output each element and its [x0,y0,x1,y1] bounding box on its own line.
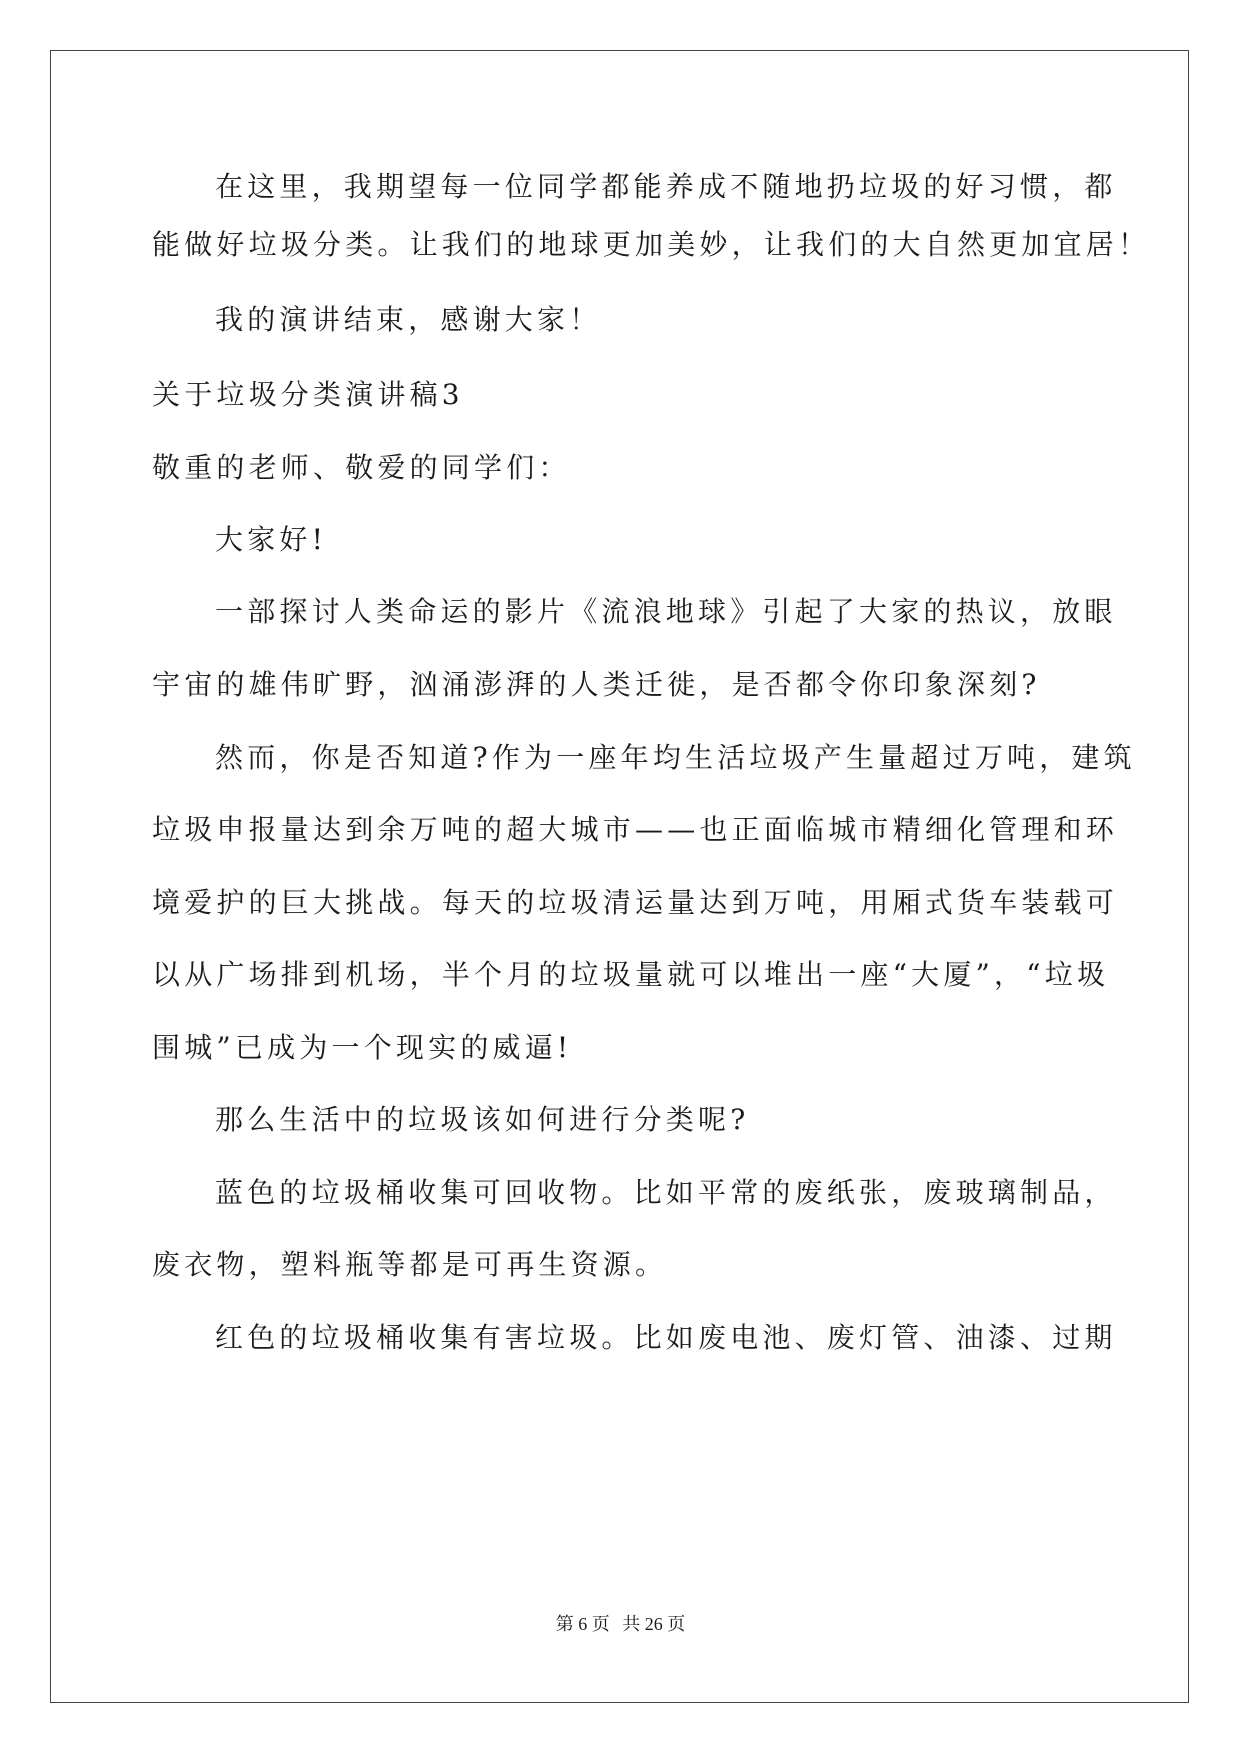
text-line: 蓝色的垃圾桶收集可回收物。比如平常的废纸张，废玻璃制品， [215,1176,1117,1209]
section-heading: 关于垃圾分类演讲稿3 [152,378,464,411]
greeting: 大家好! [215,523,328,556]
text-line: 废衣物，塑料瓶等都是可再生资源。 [152,1248,668,1281]
salutation: 敬重的老师、敬爱的同学们： [152,451,571,484]
page-border [50,50,1189,1703]
text-line: 然而，你是否知道?作为一座年均生活垃圾产生量超过万吨，建筑 [215,741,1136,774]
text-line: 那么生活中的垃圾该如何进行分类呢? [215,1103,750,1136]
text-line: 境爱护的巨大挑战。每天的垃圾清运量达到万吨，用厢式货车装载可 [152,886,1119,919]
text-line: 在这里，我期望每一位同学都能养成不随地扔垃圾的好习惯，都 [215,170,1117,203]
text-line: 一部探讨人类命运的影片《流浪地球》引起了大家的热议，放眼 [215,595,1117,628]
text-line: 围城”已成为一个现实的威逼! [152,1031,573,1064]
text-line: 我的演讲结束，感谢大家！ [215,303,602,336]
text-line: 以从广场排到机场，半个月的垃圾量就可以堆出一座“大厦”，“垃圾 [152,958,1110,991]
text-line: 能做好垃圾分类。让我们的地球更加美妙，让我们的大自然更加宜居！ [152,228,1151,261]
page-number: 第 6 页 [555,1614,610,1634]
text-line: 宇宙的雄伟旷野，汹涌澎湃的人类迁徙，是否都令你印象深刻? [152,668,1041,701]
text-line: 垃圾申报量达到余万吨的超大城市——也正面临城市精细化管理和环 [152,813,1119,846]
page-footer [0,1612,1241,1636]
text-line: 红色的垃圾桶收集有害垃圾。比如废电池、废灯管、油漆、过期 [215,1321,1117,1354]
total-pages: 共 26 页 [622,1614,686,1634]
